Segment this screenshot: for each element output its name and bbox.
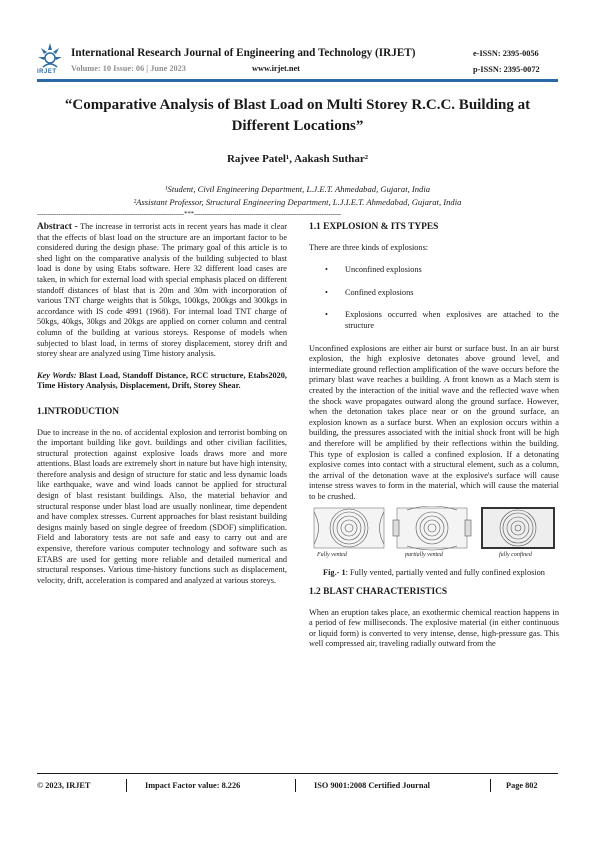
intro-heading: 1.INTRODUCTION [37, 406, 120, 417]
journal-title: International Research Journal of Engineering and Technology (IRJET) [71, 47, 416, 59]
abstract-label: Abstract - [37, 222, 78, 232]
list-item: • Explosions occurred when explosives are attached to the structure [309, 310, 559, 331]
footer-separator [490, 779, 491, 792]
authors: Rajvee Patel¹, Aakash Suthar² [226, 153, 369, 165]
caption-label: Fig.- 1 [323, 568, 346, 578]
left-column [37, 222, 287, 586]
section-1-1-text: Unconfined explosions are either air burst or surface bust. In an air burst explosion, the high explosive detonates above ground level, and intermediate ground reflection amplification of the wave occurs before the primary blast wave reaches a building. A front known as a Mach stem is created by the interaction of the initial wave and the reflected wave when the shock wave propagates outward along the ground surface. However, when the detonation takes place near or on the ground surface, an explosion known as a surface burst. When an explosion occurs within a building, the pressures associated with the initial shock front will be high and therefore will be amplified by their reflections within the building. This type of explosion is called a confined explosion. If a detonating explosive comes into contact with a structural element, such as a column, the arrival of the detonation wave at the explosive's surface will cause intense stress waves to form in the material, which will cause the material to be crushed. [309, 343, 559, 501]
footer-impact-factor: Impact Factor value: 8.226 [145, 781, 241, 790]
list-item: • Confined explosions [309, 288, 559, 299]
volume-line: Volume: 10 Issue: 06 | June 2023 [71, 64, 186, 73]
abstract [37, 222, 287, 360]
affiliation-1: ¹Student, Civil Engineering Department, L.J.E.T. Ahmedabad, Gujarat, India [164, 184, 431, 194]
fig-label-fully-vented: Fully vented [317, 552, 347, 559]
caption-text: : Fully vented, partially vented and fully confined explosion [345, 568, 545, 578]
right-column [309, 222, 559, 650]
footer-rule [37, 773, 558, 774]
footer-iso: ISO 9001:2008 Certified Journal [314, 781, 430, 790]
website-link[interactable]: www.irjet.net [252, 64, 300, 73]
logo-text: IRJET [37, 69, 57, 75]
keywords-text: Blast Load, Standoff Distance, RCC structure, Etabs2020, Time History Analysis, Displacement, Drift, Storey Shear. [37, 370, 287, 391]
section-1-1-intro: There are three kinds of explosions: [309, 242, 429, 252]
section-1-1-heading: 1.1 EXPLOSION & ITS TYPES [309, 222, 439, 232]
explosion-types-list [309, 265, 559, 331]
figure-1 [309, 506, 559, 558]
footer-page-number: Page 802 [506, 781, 538, 790]
keywords-label: Key Words: [37, 370, 77, 380]
pissn: p-ISSN: 2395-0072 [473, 65, 540, 74]
abstract-text: The increase in terrorist acts in recent years has made it clear that the effects of blast load on the structure are an important factor to be considered during the design phase. The primary goal of this article is to shed light on the comparative analysis of the building subjected to blast load is done by using Etabs software. Here 32 different load cases are taken, in which for external load with special emphasis placed on different standoff distances of blast that is 20m and 30m with incorporation of various TNT charge weights that is 50kgs, 100kgs, 200kgs and 300kgs in accordance with IS code 4991 (1968). For internal load TNT charge of 50kgs, 40kgs, 30kgs and 20kgs are applied on corner column and central column of the building at various storeys. Response of models when subjected to blast load, in terms of storey displacement, storey drift and storey shear are analyzed using Time history analysis. [37, 222, 287, 359]
list-item: • Unconfined explosions [309, 265, 559, 276]
fig-label-partially-vented: partially vented [405, 552, 443, 559]
header-rule [37, 79, 558, 82]
affiliation-2: ²Assistant Professor, Structural Engineering Department, L.J.I.E.T. Ahmedabad, Gujarat, India [133, 197, 462, 207]
keywords [37, 371, 287, 392]
figure-caption [309, 568, 559, 579]
intro-text: Due to increase in the no. of accidental explosion and terrorist bombing on the important building like govt. buildings and other civilian facilities, structural protection against explosive loads draws more and more attentions. Blast loads are extremely short in nature but have high intensity, therefore analysis and design of structure for static and less dynamic loads like earthquake, wave and wind loads cannot be applied for structural design of blast resistant buildings. Also, the material behavior and structural response under blast load are usually nonlinear, time dependent and have complex stresses. Current approaches for blast resistant building designs mainly based on single degree of freedom (SDOF) simplification. Field and laboratory tests are not safe and easy to carry out and are expensive, therefore various computer technology and software such as ETABS are used for getting more reliable and detailed numerical and structural responses. Various time-history functions such as displacement, velocity, drift, acceleration is compared and analyzed at various storeys. [37, 427, 287, 585]
section-1-2-heading: 1.2 BLAST CHARACTERISTICS [309, 587, 448, 598]
fig-label-fully-confined: fully confined [499, 552, 532, 559]
separator-line: ---------------------------------------------------------------------***--------------------------------------------------------------------- [37, 210, 341, 218]
footer-copyright: © 2023, IRJET [37, 781, 91, 790]
eissn: e-ISSN: 2395-0056 [473, 49, 539, 58]
paper-title: “Comparative Analysis of Blast Load on Multi Storey R.C.C. Building at Different Locations” [64, 97, 531, 134]
footer-separator [126, 779, 127, 792]
section-1-2-text: When an eruption takes place, an exothermic chemical reaction happens in a period of few milliseconds. The explosive material (in either continuous or liquid form) is converted to very intense, dense, high-pressure gas. This well compressed air, traveling radially outward from the [309, 607, 559, 649]
explosion-diagram-image [309, 506, 559, 558]
footer-separator [295, 779, 296, 792]
